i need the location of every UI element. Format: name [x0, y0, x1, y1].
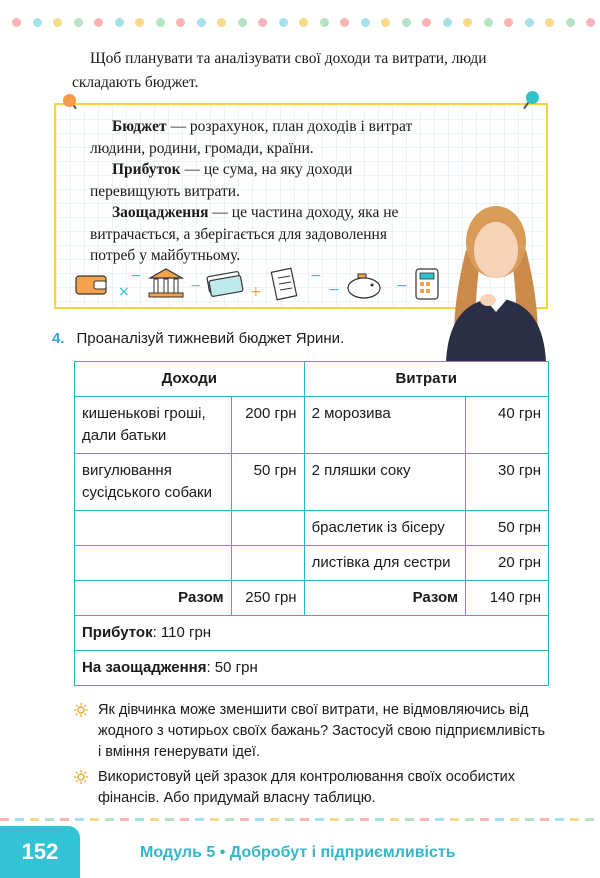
savings-value: : 50 грн — [206, 659, 258, 676]
savings-cell — [75, 651, 549, 686]
divider-dash — [570, 818, 579, 821]
top-dot — [525, 18, 534, 27]
income-amount: 50 грн — [231, 454, 304, 511]
profit-cell — [75, 616, 549, 651]
profit-row — [75, 616, 549, 651]
question-text: Як дівчинка може зменшити свої витрати, не відмовляючись від жодного з чотирьох своїх бажань? Застосуй свою підприємливість і вміння генерувати ідеї. — [98, 702, 546, 760]
divider-dash — [135, 818, 144, 821]
divider-dash — [165, 818, 174, 821]
expense-amount: 20 грн — [466, 546, 549, 581]
definitions-list — [90, 116, 420, 267]
divider-dash — [0, 818, 9, 821]
calculator-icon — [416, 269, 438, 299]
top-dot — [463, 18, 472, 27]
divider-dash — [345, 818, 354, 821]
girl-photo — [436, 190, 556, 362]
income-item: кишенькові гроші, дали батьки — [75, 397, 232, 454]
top-dot — [443, 18, 452, 27]
wallet-icon — [76, 276, 106, 294]
divider-dash — [585, 818, 594, 821]
divider-dash — [285, 818, 294, 821]
divider-dash — [300, 818, 309, 821]
receipt-icon — [271, 268, 296, 300]
divider-dash — [270, 818, 279, 821]
top-dot — [320, 18, 329, 27]
table-row — [75, 454, 549, 511]
divider-dash — [255, 818, 264, 821]
top-dot — [484, 18, 493, 27]
piggy-bank-icon — [348, 274, 380, 298]
table-row — [75, 546, 549, 581]
svg-text:−: − — [310, 268, 322, 284]
divider-dash — [525, 818, 534, 821]
budget-table — [74, 361, 549, 686]
question-item — [74, 700, 550, 763]
divider-dash — [315, 818, 324, 821]
top-dot — [176, 18, 185, 27]
task-heading — [52, 330, 344, 347]
expense-item: 2 морозива — [304, 397, 465, 454]
top-dot — [504, 18, 513, 27]
pin-right-icon — [526, 91, 539, 104]
expense-header: Витрати — [304, 362, 548, 397]
term-budget: Бюджет — [112, 118, 167, 135]
income-header: Доходи — [75, 362, 305, 397]
divider-dash — [30, 818, 39, 821]
income-amount: 200 грн — [231, 397, 304, 454]
income-total-label: Разом — [75, 581, 232, 616]
question-item — [74, 767, 550, 809]
top-dot — [94, 18, 103, 27]
expense-item: браслетик із бісеру — [304, 511, 465, 546]
divider-dash — [510, 818, 519, 821]
divider-dash — [195, 818, 204, 821]
divider-dash — [450, 818, 459, 821]
task-text: Проаналізуй тижневий бюджет Ярини. — [76, 330, 345, 347]
footer-module-title: Модуль 5 • Добробут і підприємливість — [140, 844, 456, 861]
pin-left-icon — [63, 94, 76, 107]
savings-row — [75, 651, 549, 686]
expense-amount: 50 грн — [466, 511, 549, 546]
income-item: вигулювання сусідського собаки — [75, 454, 232, 511]
top-dot — [361, 18, 370, 27]
divider-dash — [75, 818, 84, 821]
savings-label: На заощадження — [82, 659, 207, 676]
top-dot — [279, 18, 288, 27]
top-dot — [340, 18, 349, 27]
divider-dash — [495, 818, 504, 821]
footer-dashed-divider — [0, 818, 600, 822]
divider-dash — [330, 818, 339, 821]
definition-profit — [90, 159, 420, 202]
table-total-row — [75, 581, 549, 616]
top-dot — [33, 18, 42, 27]
definition-savings-text: — це частина доходу, яка не витрачається, а зберігається для задоволення потреб у майбутньому. — [90, 204, 399, 264]
divider-dash — [105, 818, 114, 821]
expense-item: 2 пляшки соку — [304, 454, 465, 511]
top-dot — [156, 18, 165, 27]
divider-dash — [360, 818, 369, 821]
income-item — [75, 511, 232, 546]
definition-budget-text: — розрахунок, план доходів і витрат людини, родини, громади, країни. — [90, 118, 413, 157]
top-dot — [402, 18, 411, 27]
divider-dash — [45, 818, 54, 821]
top-dot — [586, 18, 595, 27]
definition-profit-text: — це сума, на яку доходи перевищують витрати. — [90, 161, 353, 200]
divider-dash — [240, 818, 249, 821]
top-dot — [217, 18, 226, 27]
top-dot — [299, 18, 308, 27]
divider-dash — [15, 818, 24, 821]
profit-label: Прибуток — [82, 624, 153, 641]
table-row — [75, 511, 549, 546]
term-savings: Заощадження — [112, 204, 209, 221]
task-number: 4. — [52, 330, 65, 347]
divider-dash — [90, 818, 99, 821]
divider-dash — [480, 818, 489, 821]
top-dot — [545, 18, 554, 27]
intro-paragraph: Щоб планувати та аналізувати свої доходи та витрати, люди складають бюджет. — [72, 50, 487, 91]
income-total: 250 грн — [231, 581, 304, 616]
divider-dash — [465, 818, 474, 821]
page-number: 152 — [0, 826, 80, 878]
bank-icon — [149, 269, 183, 297]
sun-bullet-icon — [74, 770, 88, 784]
top-dot — [74, 18, 83, 27]
expense-item: листівка для сестри — [304, 546, 465, 581]
income-item — [75, 546, 232, 581]
divider-dash — [540, 818, 549, 821]
table-row — [75, 397, 549, 454]
divider-dash — [390, 818, 399, 821]
top-dot — [12, 18, 21, 27]
divider-dash — [225, 818, 234, 821]
banknotes-icon — [207, 271, 243, 296]
top-dot — [53, 18, 62, 27]
top-dot — [566, 18, 575, 27]
definition-budget — [90, 116, 420, 159]
svg-text:+: + — [250, 284, 262, 300]
divider-dash — [420, 818, 429, 821]
term-profit: Прибуток — [112, 161, 181, 178]
top-dot — [258, 18, 267, 27]
top-dot — [238, 18, 247, 27]
divider-dash — [60, 818, 69, 821]
income-amount — [231, 546, 304, 581]
question-text: Використовуй цей зразок для контролювання своїх особистих фінансів. Або придумай власну таблицю. — [98, 769, 515, 806]
top-dot — [135, 18, 144, 27]
top-dot — [422, 18, 431, 27]
divider-dash — [375, 818, 384, 821]
svg-text:−: − — [190, 278, 202, 294]
definition-savings — [90, 202, 420, 267]
divider-dash — [150, 818, 159, 821]
sun-bullet-icon — [74, 703, 88, 717]
svg-text:−: − — [328, 282, 340, 298]
top-dot-border — [0, 18, 600, 30]
expense-total: 140 грн — [466, 581, 549, 616]
svg-text:−: − — [396, 278, 408, 294]
divider-dash — [405, 818, 414, 821]
divider-dash — [435, 818, 444, 821]
profit-value: : 110 грн — [152, 624, 212, 641]
expense-amount: 30 грн — [466, 454, 549, 511]
table-header-row — [75, 362, 549, 397]
svg-text:−: − — [130, 268, 142, 284]
top-dot — [381, 18, 390, 27]
divider-dash — [180, 818, 189, 821]
expense-total-label: Разом — [304, 581, 465, 616]
income-amount — [231, 511, 304, 546]
svg-text:×: × — [118, 284, 130, 300]
divider-dash — [120, 818, 129, 821]
finance-icons-row — [74, 266, 454, 302]
divider-dash — [555, 818, 564, 821]
divider-dash — [210, 818, 219, 821]
top-dot — [115, 18, 124, 27]
top-dot — [197, 18, 206, 27]
expense-amount: 40 грн — [466, 397, 549, 454]
